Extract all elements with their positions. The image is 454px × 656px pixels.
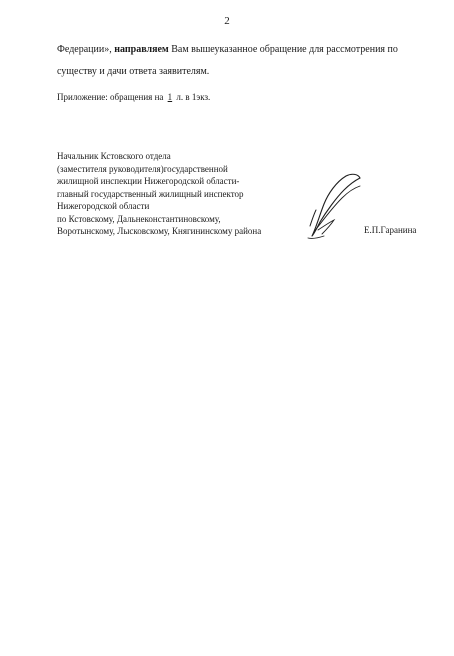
signatory-line: Нижегородской области [57,201,150,211]
body-line-1-rest: Вам вышеуказанное обращение для рассмотрения по [168,44,398,55]
page-number: 2 [224,15,230,27]
attachment-count: 1 [167,92,173,102]
signatory-line: (заместителя руководителя)государственной [57,163,228,174]
signatory-line: по Кстовскому, Дальнеконстантиновскому, [57,213,221,224]
attachment-suffix: л. в 1экз. [176,92,211,102]
signatory-title [57,150,261,238]
body-line-1-prefix: Федерации», [57,44,115,55]
handwritten-signature [290,168,370,248]
signatory-name: Е.П.Гаранина [364,225,417,235]
signatory-line: жилищной инспекции Нижегородской области- [57,176,240,186]
signatory-line: Начальник Кстовского отдела [57,151,171,161]
body-paragraph [57,39,437,83]
attachment-prefix: Приложение: обращения на [57,92,164,102]
signatory-line: Воротынскому, Лысковскому, Княгининскому района [57,226,262,236]
body-line-1 [57,39,437,61]
body-line-1-bold: направляем [114,44,169,55]
body-line-2: существу и дачи ответа заявителям. [57,66,210,77]
attachment-line [57,92,210,102]
signatory-line: главный государственный жилищный инспектор [57,188,244,199]
